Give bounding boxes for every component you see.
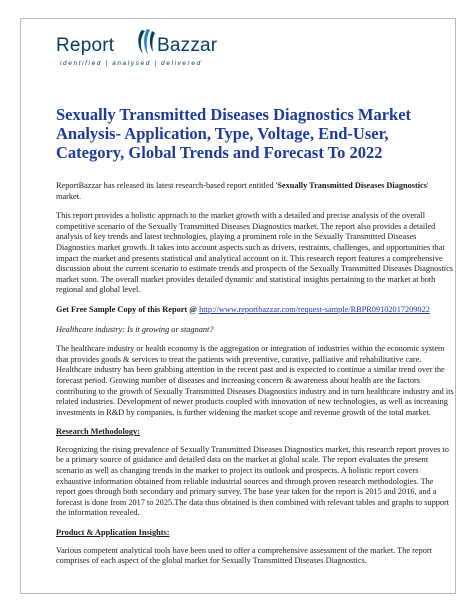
methodology-paragraph: Recognizing the rising prevalence of Sexually Transmitted Diseases Diagnostics market, this research report proves to be a primary source of guidance and detailed data on the market at global scale. The report evaluates the present scenario as well as changing trends in the market to project its outlook and prospects. A holistic report covers exhaustive information obtained from reliable industrial sources and through proven research methodologies. The report goes through both secondary and primary survey. The base year taken for the report is 2015 and 2016, and a forecast is done from 2017 to 2025.The data thus obtained is then combined with relevant tables and graphs to support the information revealed. [56, 444, 450, 518]
document-page [20, 18, 456, 594]
product-application-paragraph: Various competent analytical tools have been used to offer a comprehensive assessment of the market. The report comprises of each aspect of the global market for Sexually Transmitted Diseases Diagnostics. [56, 545, 432, 566]
intro-report-name: Sexually Transmitted Diseases Diagnostics [277, 181, 427, 190]
logo-word-bazzar: Bazzar [157, 35, 218, 56]
report-body [56, 181, 454, 576]
logo-tagline: identified | analysed | delivered [60, 60, 202, 67]
research-methodology-heading: Research Methodology: [56, 427, 140, 437]
intro-suffix: ' market. [56, 181, 429, 201]
logo-word-report: Report [56, 35, 115, 56]
sample-request-link[interactable]: http://www.reportbazzar.com/request-sample/RBPR09102017209022 [199, 304, 430, 314]
logo-mark-icon [136, 27, 158, 57]
overview-paragraph: This report provides a holistic approach to the market growth with a detailed and precise analysis of the overall competitive scenario of the Sexually Transmitted Diseases Diagnostics market. The report also provides a detailed analysis of key trends and latest technologies, playing a prominent role in the Sexually Transmitted Diseases Diagnostics market growth. It takes into account aspects such as drivers, restraints, challenges, and opportunities that impact the market and presents statistical and analytical account on it. This research report features a comprehensive discussion about the current scenario to estimate trends and prospects of the Sexually Transmitted Diseases Diagnostics market soon. The overall market provides detailed dynamic and statistical insights pertaining to the market at both regional and global level. [56, 211, 454, 295]
intro-prefix: ReportBazzar has released its latest research-based report entitled ' [56, 181, 278, 190]
report-title: Sexually Transmitted Diseases Diagnostics Market Analysis- Application, Type, Voltage, End-User, Category, Global Trends and Forecast To 2022 [56, 105, 412, 162]
sample-copy-line [56, 305, 454, 316]
report-bazzar-logo [56, 27, 246, 75]
sample-copy-label: Get Free Sample Copy of this Report @ [56, 304, 200, 314]
healthcare-question: Healthcare industry: Is it growing or stagnant? [56, 324, 214, 334]
product-application-heading: Product & Application Insights: [56, 528, 170, 538]
healthcare-paragraph: The healthcare industry or health economy is the aggregation or integration of industries within the economic system that provides goods & services to treat the patients with preventive, curative, palliative and rehabilitative care. Healthcare industry has been grabbing attention in the recent past and is expected to continue a similar trend over the forecast period. Growing number of diseases and increasing concern & awareness about health are the factors contributing to the growth of Sexually Transmitted Diseases Diagnostics industry and in turn healthcare industry and its related industries. Development of newer products coupled with innovation of new technologies, as well as increasing investments in R&D by companies, is further widening the market scope and revenue growth of the total market. [56, 344, 454, 417]
intro-paragraph [56, 181, 454, 202]
